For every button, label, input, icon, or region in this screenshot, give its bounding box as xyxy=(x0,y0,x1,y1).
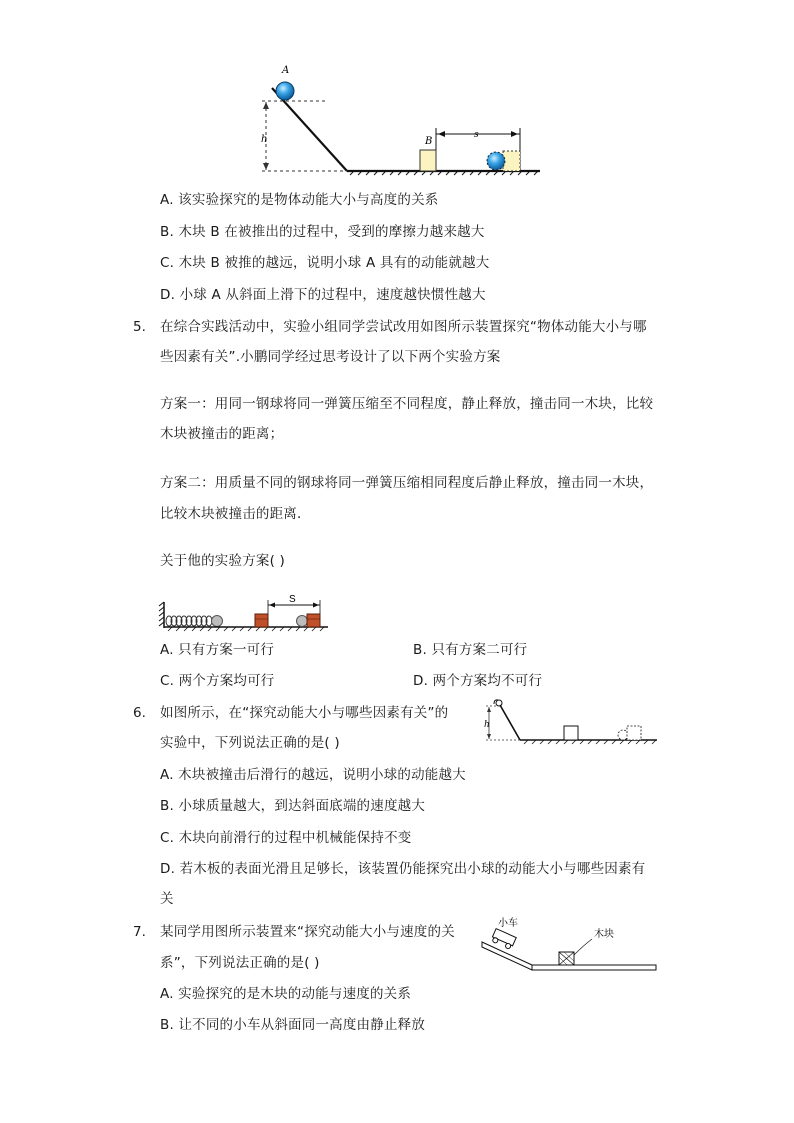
q6-number: 6. xyxy=(133,705,146,721)
q7-stem-line1: 某同学用图所示装置来“探究动能大小与速度的关 xyxy=(160,924,455,940)
distance-label: s xyxy=(474,130,479,140)
q5-question: 关于他的实验方案( ) xyxy=(160,553,286,569)
q7-option-a: A. 实验探究的是木块的动能与速度的关系 xyxy=(160,986,412,1002)
q5-stem-line2: 些因素有关”.小鹏同学经过思考设计了以下两个实验方案 xyxy=(160,349,501,365)
q7-block-label: 木块 xyxy=(594,929,614,940)
q6-stem-line1: 如图所示，在“探究动能大小与哪些因素有关”的 xyxy=(160,705,449,721)
q7-cart-figure xyxy=(480,915,660,973)
q7-track xyxy=(532,965,656,970)
q4-option-c: C. 木块 B 被推的越远，说明小球 A 具有的动能就越大 xyxy=(160,255,490,271)
q5-option-a: A. 只有方案一可行 xyxy=(160,642,275,658)
q5-plan2-line1: 方案二：用质量不同的钢球将同一弹簧压缩相同程度后静止释放，撞击同一木块， xyxy=(160,475,654,491)
q6-option-a: A. 木块被撞击后滑行的越远，说明小球的动能越大 xyxy=(160,767,466,783)
ball-a xyxy=(276,82,294,100)
q7-cart xyxy=(491,929,517,950)
q6-ramp xyxy=(500,705,520,740)
q6-block-final xyxy=(627,726,641,740)
spring xyxy=(166,616,212,626)
q6-option-d-line2: 关 xyxy=(160,891,174,907)
ball-a-final xyxy=(487,152,505,170)
steel-ball-final xyxy=(297,616,308,627)
q6-height-label: h xyxy=(484,720,490,730)
q6-ball-final xyxy=(618,730,628,740)
wood-block-final xyxy=(307,614,320,627)
q6-stem-line2: 实验中，下列说法正确的是( ) xyxy=(160,735,340,751)
q5-stem-line1: 在综合实践活动中，实验小组同学尝试改用如图所示装置探究“物体动能大小与哪 xyxy=(160,319,647,335)
block-b-final xyxy=(503,151,520,171)
q4-option-a: A. 该实验探究的是物体动能大小与高度的关系 xyxy=(160,192,439,208)
q5-option-d: D. 两个方案均不可行 xyxy=(413,673,543,689)
spring-ball-block-figure xyxy=(158,590,333,632)
q5-option-c: C. 两个方案均可行 xyxy=(160,673,275,689)
height-label: h xyxy=(261,134,268,145)
q6-option-b: B. 小球质量越大，到达斜面底端的速度越大 xyxy=(160,798,426,814)
q7-option-b: B. 让不同的小车从斜面同一高度由静止释放 xyxy=(160,1017,426,1033)
q5-plan2-line2: 比较木块被撞击的距离． xyxy=(160,506,311,522)
ramp-slope xyxy=(272,88,347,171)
q6-block xyxy=(564,726,578,740)
block-b-label: B xyxy=(425,136,433,147)
q4-option-b: B. 木块 B 在被推出的过程中，受到的摩擦力越来越大 xyxy=(160,224,485,240)
q6-option-d-line1: D. 若木板的表面光滑且足够长，该装置仍能探究出小球的动能大小与哪些因素有 xyxy=(160,861,646,877)
q7-cart-label: 小车 xyxy=(498,918,518,929)
q4-option-d: D. 小球 A 从斜面上滑下的过程中，速度越快惯性越大 xyxy=(160,287,486,303)
q7-stem-line2: 系”，下列说法正确的是( ) xyxy=(160,955,320,971)
wood-block xyxy=(255,614,268,627)
distance-s-label: S xyxy=(289,594,296,605)
q6-option-c: C. 木块向前滑行的过程中机械能保持不变 xyxy=(160,830,412,846)
q5-option-b: B. 只有方案二可行 xyxy=(413,642,528,658)
q5-plan1-line2: 木块被撞击的距离； xyxy=(160,426,284,442)
ball-a-label: A xyxy=(282,65,290,76)
q5-number: 5. xyxy=(133,319,146,335)
q7-number: 7. xyxy=(133,924,146,940)
q5-plan1-line1: 方案一：用同一钢球将同一弹簧压缩至不同程度，静止释放，撞击同一木块，比较 xyxy=(160,396,654,412)
q6-ramp-figure xyxy=(480,697,660,745)
ramp-ball-block-figure xyxy=(250,58,550,183)
block-b xyxy=(420,150,436,171)
steel-ball xyxy=(212,616,223,627)
